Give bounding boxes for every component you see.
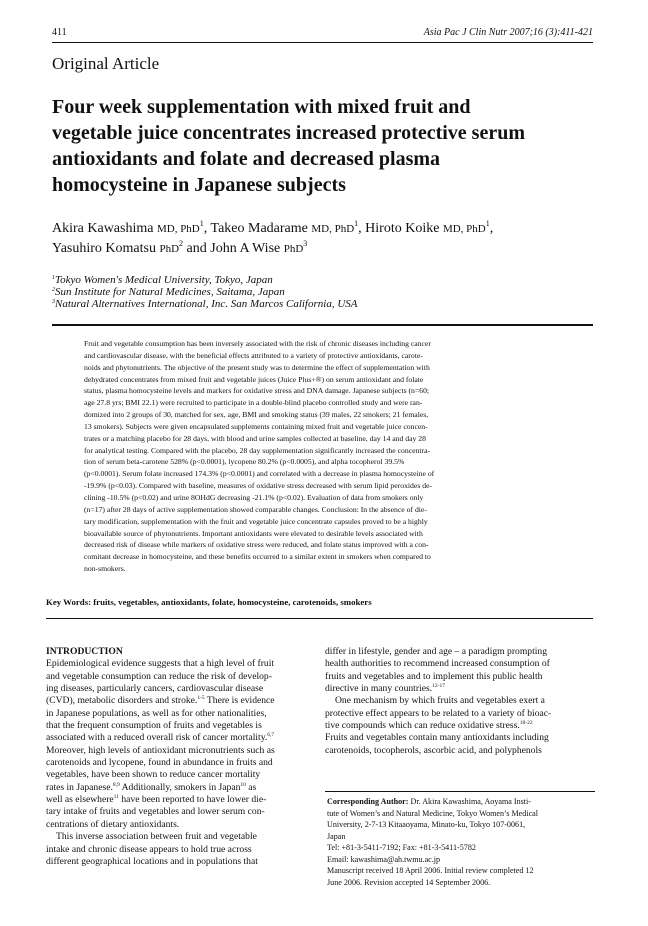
abstract-line: comitant decrease in homocysteine, and these benefits occurred to a similar extent in smokers when compared to bbox=[84, 552, 431, 562]
abstract-line: dehydrated concentrates from mixed fruit and vegetable juices (Juice Plus+®) on serum antioxidant and folate bbox=[84, 374, 424, 384]
keywords-rule bbox=[46, 618, 593, 619]
author-degree: MD, PhD bbox=[156, 223, 200, 235]
abstract-line: tary modification, supplementation with the fruit and vegetable juice concentrate capsules proved to be a highly bbox=[84, 516, 428, 526]
title-line: homocysteine in Japanese subjects bbox=[52, 174, 346, 196]
title-line: vegetable juice concentrates increased protective serum bbox=[52, 122, 525, 144]
citation-ref: 8,9 bbox=[112, 781, 120, 788]
intro-left-line: intake and chronic disease appears to hold true across bbox=[46, 843, 252, 855]
abstract-line: non-smokers. bbox=[84, 564, 126, 574]
citation-ref: 10 bbox=[240, 781, 246, 788]
abstract-line: for analytical testing. Compared with the placebo, 28 day supplementation significantly increased the concentra- bbox=[84, 445, 431, 455]
intro-right-line: directive in many countries.$^{12-17}$ bbox=[325, 683, 445, 695]
page-number: 411 bbox=[52, 27, 67, 38]
intro-right-line: carotenoids, tocopherols, ascorbic acid, and polyphenols bbox=[325, 744, 542, 756]
intro-left-line: associated with a reduced overall risk of cancer mortality.$^{6,7}$ bbox=[46, 732, 275, 744]
abstract-line: noids and phytonutrients. The objective of the present study was to determine the effect of supplementation with bbox=[84, 362, 430, 372]
abstract-line: age 27.8 yrs; BMI 22.1) were recruited to participate in a double-blind placebo controlled study and were ran- bbox=[84, 398, 423, 408]
correspondence-line: tute of Women’s and Natural Medicine, Tokyo Women’s Medical bbox=[327, 808, 538, 818]
title-line: antioxidants and folate and decreased plasma bbox=[52, 148, 441, 170]
correspondence-line: University, 2-7-13 Kitaaoyama, Minato-ku, Tokyo 107-0061, bbox=[327, 820, 526, 829]
affiliation-list bbox=[52, 274, 593, 310]
abstract-line: clining -10.5% (p<0.02) and urine 8OHdG decreasing -21.1% (p<0.02). Evaluation of data from smokers only bbox=[84, 492, 424, 502]
abstract-line: trates or a matching placebo for 28 days, with blood and urine samples collected at baseline, day 14 and day 28 bbox=[84, 433, 426, 443]
title-line: Four week supplementation with mixed fruit and bbox=[52, 96, 471, 118]
author-name: Yasuhiro Komatsu bbox=[52, 241, 156, 256]
intro-right-line: Fruits and vegetables contain many antioxidants including bbox=[325, 732, 549, 744]
intro-left-text bbox=[46, 658, 316, 868]
affiliation: $^1$Tokyo Women's Medical University, Tokyo, Japan bbox=[52, 274, 273, 286]
abstract-line: tion of serum beta-carotene 528% (p<0.0001), lycopene 80.2% (p<0.0005), and alpha tocopherol 39.5% bbox=[84, 457, 405, 467]
intro-left-line: carotenoids and lycopene, found in abundance in fruits and bbox=[46, 757, 273, 769]
article-title bbox=[52, 94, 612, 198]
author-affil-mark: 1 bbox=[199, 219, 204, 228]
intro-left-line: (CVD), metabolic disorders and stroke.$^{1-5}$ There is evidence bbox=[46, 695, 275, 707]
intro-left-line: Moreover, high levels of antioxidant micronutrients such as bbox=[46, 744, 275, 756]
intro-left-line: vegetables, have been shown to reduce cancer mortality bbox=[46, 769, 261, 781]
citation-ref: 6,7 bbox=[267, 732, 275, 739]
abstract-line: Fruit and vegetable consumption has been inversely associated with the risk of chronic diseases including cancer bbox=[84, 339, 431, 348]
author-line: Akira Kawashima MD, PhD$^1$, Takeo Madarame MD, PhD$^1$, Hiroto Koike MD, PhD$^1$, bbox=[52, 219, 494, 236]
keywords: Key Words: fruits, vegetables, antioxidants, folate, homocysteine, carotenoids, smokers bbox=[46, 597, 372, 607]
author-affil-mark: 1 bbox=[485, 219, 490, 228]
intro-left-line: that the frequent consumption of fruits and vegetables is bbox=[46, 720, 262, 732]
author-name: Takeo Madarame bbox=[210, 221, 308, 236]
correspondence-line: Tel: +81-3-5411-7192; Fax: +81-3-5411-5782 bbox=[327, 843, 476, 852]
abstract-line: (n=17) after 28 days of active supplementation showed comparable changes. Conclusion: In the absence of die- bbox=[84, 504, 427, 514]
running-header bbox=[52, 27, 593, 41]
author-degree: PhD bbox=[159, 243, 180, 255]
citation-ref: 12-17 bbox=[432, 683, 445, 690]
intro-right-line: tive compounds which can reduce oxidative stress.$^{18-22}$ bbox=[325, 720, 533, 732]
correspondence-line: June 2006. Revision accepted 14 September 2006. bbox=[327, 877, 491, 887]
intro-right-line: fruits and vegetables and to implement this public health bbox=[325, 670, 543, 682]
affiliation: $^3$Natural Alternatives International, Inc. San Marcos California, USA bbox=[52, 298, 358, 310]
author-degree: MD, PhD bbox=[442, 223, 486, 235]
footnote-rule bbox=[325, 791, 595, 792]
abstract-line: 13 smokers). Subjects were given encapsulated supplements containing mixed fruit and vegetable juice concen- bbox=[84, 421, 428, 431]
intro-right-column bbox=[325, 646, 595, 757]
correspondence-line: Japan bbox=[327, 831, 346, 841]
citation-ref: 1-5 bbox=[197, 695, 205, 702]
correspondence-line: Manuscript received 18 April 2006. Initial review completed 12 bbox=[327, 866, 534, 875]
author-degree: PhD bbox=[283, 243, 304, 255]
author-degree: MD, PhD bbox=[311, 223, 355, 235]
intro-left-line: ing diseases, particularly cancers, cardiovascular disease bbox=[46, 683, 264, 695]
intro-left-line: centrations of dietary antioxidants. bbox=[46, 818, 180, 830]
abstract-line: bioavailable source of phytonutrients. Important antioxidants were elevated to desirable levels associated with bbox=[84, 528, 423, 538]
abstract-top-rule bbox=[52, 324, 593, 326]
abstract-line: -19.9% (p<0.03). Compared with baseline, measures of oxidative stress decreased with serum lipid peroxides de- bbox=[84, 481, 433, 491]
journal-citation: Asia Pac J Clin Nutr 2007;16 (3):411-421 bbox=[423, 27, 593, 38]
correspondence-note bbox=[327, 796, 595, 888]
author-line: Yasuhiro Komatsu PhD$^2$ and John A Wise PhD$^3$ bbox=[52, 239, 308, 256]
abstract bbox=[84, 338, 570, 575]
intro-left-line: and vegetable consumption can reduce the risk of develop- bbox=[46, 670, 272, 682]
intro-right-line: One mechanism by which fruits and vegetables exert a bbox=[335, 695, 545, 707]
author-affil-mark: 1 bbox=[354, 219, 359, 228]
abstract-line: (p<0.0001). Serum folate increased 174.3% (p<0.0001) and correlated with a decrease in plasma homocysteine of bbox=[84, 469, 435, 479]
intro-right-line: differ in lifestyle, gender and age – a paradigm prompting bbox=[325, 646, 548, 657]
abstract-line: decreased risk of disease while markers of oxidative stress were reduced, and folate status improved with a con- bbox=[84, 540, 429, 550]
citation-ref: 11 bbox=[113, 794, 119, 801]
intro-left-line: Epidemiological evidence suggests that a high level of fruit bbox=[46, 658, 275, 670]
correspondence-label: Corresponding Author: bbox=[327, 797, 409, 806]
intro-left-line: This inverse association between fruit and vegetable bbox=[56, 831, 257, 843]
abstract-line: domized into 2 groups of 30, matched for sex, age, BMI and smoking status (39 males, 22 smokers; 21 females, bbox=[84, 410, 429, 420]
citation-ref: 18-22 bbox=[519, 720, 533, 727]
author-affil-mark: 3 bbox=[303, 239, 308, 248]
intro-right-line: health authorities to recommend increased consumption of bbox=[325, 658, 550, 670]
header-rule bbox=[52, 42, 593, 43]
intro-right-line: protective effect appears to be related to a variety of bioac- bbox=[325, 707, 552, 719]
article-type: Original Article bbox=[52, 54, 160, 73]
author-name: John A Wise bbox=[210, 241, 281, 256]
abstract-line: and cardiovascular disease, with the beneficial effects attributed to a variety of protective antioxidants, carote- bbox=[84, 350, 423, 360]
correspondence-line: Email: kawashima@ah.twmu.ac.jp bbox=[327, 854, 441, 864]
intro-left-line: rates in Japanese.$^{8,9}$ Additionally, smokers in Japan$^{10}$ as bbox=[46, 781, 257, 793]
author-name: Akira Kawashima bbox=[52, 221, 154, 236]
correspondence-line: Corresponding Author: Dr. Akira Kawashima, Aoyama Insti- bbox=[327, 797, 531, 806]
affiliation: $^2$Sun Institute for Natural Medicines, Saitama, Japan bbox=[52, 286, 285, 298]
abstract-line: status, plasma homocysteine levels and markers for oxidative stress and DNA damage. Japanese subjects (n=60; bbox=[84, 386, 430, 396]
intro-left-column bbox=[46, 646, 316, 868]
author-name: Hiroto Koike bbox=[365, 221, 440, 236]
author-list bbox=[52, 219, 612, 259]
section-heading: INTRODUCTION bbox=[46, 646, 123, 657]
intro-left-line: in Japanese populations, as well as for other nationalities, bbox=[46, 707, 267, 719]
author-affil-mark: 2 bbox=[179, 239, 184, 248]
intro-left-line: tary intake of fruits and vegetables and lower serum con- bbox=[46, 806, 265, 818]
intro-left-line: well as elsewhere$^{11}$ have been reported to have lower die- bbox=[46, 794, 267, 806]
intro-left-line: different geographical locations and in populations that bbox=[46, 855, 258, 867]
